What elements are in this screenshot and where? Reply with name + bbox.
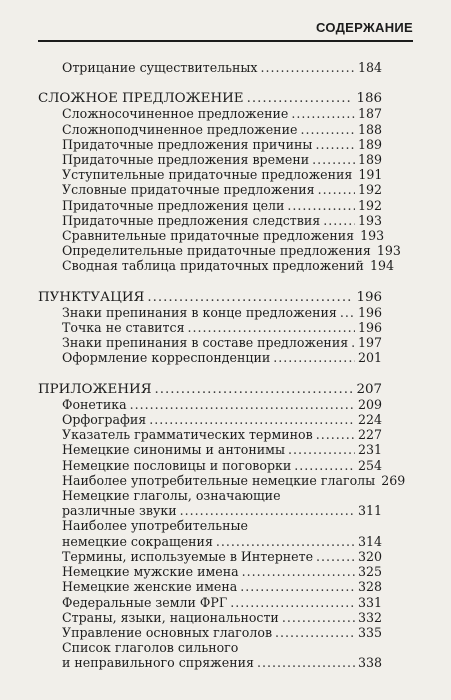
toc-entry-title: Определительные придаточные предложения bbox=[62, 243, 371, 259]
toc-entry bbox=[38, 595, 382, 610]
toc-entry-title: Оформление корреспонденции bbox=[62, 350, 271, 366]
toc-page-number: 209 bbox=[357, 396, 382, 412]
toc-page-number: 188 bbox=[357, 121, 382, 137]
toc-entry-title: Знаки препинания в конце предложения bbox=[62, 304, 337, 320]
toc-page-number: 227 bbox=[357, 427, 382, 443]
dot-leader bbox=[300, 122, 355, 137]
toc-entry bbox=[38, 60, 382, 75]
toc-entry-title: Придаточные предложения цели bbox=[62, 197, 285, 213]
toc-entry-title: Точка не ставится bbox=[62, 320, 185, 336]
toc-entry-title: Придаточные предложения следствия bbox=[62, 212, 321, 228]
toc-page-number: 196 bbox=[357, 304, 382, 320]
toc-page-number: 331 bbox=[357, 594, 382, 610]
toc-page-number: 314 bbox=[357, 533, 382, 549]
toc-page-number: 320 bbox=[357, 548, 382, 564]
dot-leader bbox=[294, 458, 355, 473]
table-of-contents bbox=[38, 60, 406, 687]
toc-entry-title: Немецкие пословицы и поговорки bbox=[62, 457, 292, 473]
toc-entry-title: Наиболее употребительные bbox=[62, 518, 248, 534]
toc-entry-title: Термины, используемые в Интернете bbox=[62, 548, 314, 564]
toc-entry-title: Сравнительные придаточные предложения bbox=[62, 228, 355, 244]
toc-entry-title: Придаточные предложения причины bbox=[62, 136, 313, 152]
toc-page-number: 191 bbox=[358, 167, 383, 183]
toc-page-number: 193 bbox=[376, 243, 401, 259]
toc-entry bbox=[38, 350, 382, 365]
toc-page-number: 186 bbox=[356, 91, 382, 107]
toc-entry-title: Отрицание существительных bbox=[62, 60, 258, 75]
toc-page-number: 184 bbox=[357, 60, 382, 75]
toc-entry-title: Список глаголов сильного bbox=[62, 640, 239, 656]
toc-entry bbox=[38, 213, 382, 228]
toc-section bbox=[38, 60, 382, 75]
toc-page-number: 193 bbox=[357, 212, 382, 228]
dot-leader bbox=[240, 579, 355, 594]
toc-entry bbox=[38, 488, 382, 518]
toc-entry bbox=[38, 549, 382, 564]
toc-entry-title: Немецкие глаголы, означающие bbox=[62, 488, 281, 504]
toc-page-number: 187 bbox=[357, 106, 382, 122]
toc-entry bbox=[38, 397, 382, 412]
toc-entry-title: ПУНКТУАЦИЯ bbox=[38, 289, 145, 305]
toc-page-number: 189 bbox=[357, 152, 382, 168]
toc-entry bbox=[38, 305, 382, 320]
toc-entry bbox=[38, 106, 382, 121]
toc-entry-title: немецкие сокращения bbox=[62, 533, 213, 549]
dot-leader bbox=[282, 610, 355, 625]
toc-section bbox=[38, 91, 401, 274]
toc-page-number: 332 bbox=[357, 609, 382, 625]
dot-leader bbox=[315, 137, 354, 152]
toc-entry bbox=[38, 137, 382, 152]
dot-leader bbox=[149, 412, 355, 427]
toc-page-number: 197 bbox=[357, 335, 382, 351]
dot-leader bbox=[147, 290, 353, 305]
dot-leader bbox=[261, 60, 355, 75]
dot-leader bbox=[288, 442, 355, 457]
toc-entry bbox=[38, 518, 382, 548]
toc-page-number: 201 bbox=[357, 350, 382, 366]
toc-page-number: 335 bbox=[357, 624, 382, 640]
toc-entry bbox=[38, 122, 382, 137]
dot-leader bbox=[230, 595, 355, 610]
toc-page-number: 192 bbox=[357, 197, 382, 213]
toc-entry bbox=[38, 579, 382, 594]
toc-entry-title: и неправильного спряжения bbox=[62, 655, 254, 671]
toc-entry bbox=[38, 320, 382, 335]
toc-entry-title: Орфография bbox=[62, 412, 147, 428]
toc-entry-title: Немецкие женские имена bbox=[62, 579, 238, 595]
toc-entry-title: СЛОЖНОЕ ПРЕДЛОЖЕНИЕ bbox=[38, 91, 244, 107]
toc-entry bbox=[38, 442, 382, 457]
toc-page-number: 224 bbox=[357, 412, 382, 428]
toc-entry-title: Федеральные земли ФРГ bbox=[62, 594, 228, 610]
toc-entry-title: Страны, языки, национальности bbox=[62, 609, 279, 625]
toc-entry bbox=[38, 458, 382, 473]
toc-page-number: 325 bbox=[357, 564, 382, 580]
toc-page-number: 338 bbox=[357, 655, 382, 671]
toc-entry bbox=[38, 412, 382, 427]
toc-page-number: 269 bbox=[381, 472, 406, 488]
toc-heading bbox=[38, 91, 382, 106]
dot-leader bbox=[275, 625, 355, 640]
dot-leader bbox=[257, 655, 355, 670]
dot-leader bbox=[340, 305, 355, 320]
toc-page-number: 193 bbox=[360, 228, 385, 244]
toc-entry-title: Условные придаточные предложения bbox=[62, 182, 315, 198]
toc-entry-title: Немецкие мужские имена bbox=[62, 564, 239, 580]
toc-entry-title: Наиболее употребительные немецкие глаголы bbox=[62, 472, 376, 488]
toc-entry-title: Управление основных глаголов bbox=[62, 624, 273, 640]
toc-page-number: 189 bbox=[357, 136, 382, 152]
toc-page-number: 328 bbox=[357, 579, 382, 595]
toc-entry-title: Указатель грамматических терминов bbox=[62, 427, 313, 443]
toc-page-number: 196 bbox=[356, 289, 382, 305]
toc-entry-title: ПРИЛОЖЕНИЯ bbox=[38, 381, 152, 397]
toc-entry-title: Немецкие синонимы и антонимы bbox=[62, 442, 285, 458]
toc-entry bbox=[38, 640, 382, 670]
dot-leader bbox=[312, 152, 355, 167]
dot-leader bbox=[287, 198, 355, 213]
toc-entry bbox=[38, 152, 382, 167]
toc-page-number: 196 bbox=[357, 320, 382, 336]
dot-leader bbox=[216, 534, 355, 549]
running-header bbox=[38, 20, 413, 42]
toc-entry-title: Сложносочиненное предложение bbox=[62, 106, 289, 122]
toc-entry bbox=[38, 335, 382, 350]
toc-entry bbox=[38, 228, 385, 244]
toc-entry bbox=[38, 610, 382, 625]
dot-leader bbox=[351, 335, 355, 350]
toc-entry bbox=[38, 198, 382, 213]
dot-leader bbox=[130, 397, 355, 412]
toc-entry bbox=[38, 427, 382, 442]
dot-leader bbox=[316, 427, 355, 442]
toc-entry bbox=[38, 243, 401, 259]
toc-entry-title: Фонетика bbox=[62, 396, 127, 412]
toc-entry-title: Сводная таблица придаточных предложений bbox=[62, 258, 364, 274]
dot-leader bbox=[273, 350, 355, 365]
toc-entry-title: Уступительные придаточные предложения bbox=[62, 167, 353, 183]
toc-entry bbox=[38, 625, 382, 640]
toc-entry bbox=[38, 472, 406, 488]
toc-entry bbox=[38, 182, 382, 197]
toc-page-number: 194 bbox=[369, 258, 394, 274]
toc-page-number: 192 bbox=[357, 182, 382, 198]
header-title: СОДЕРЖАНИЕ bbox=[316, 20, 413, 35]
toc-page-number: 207 bbox=[356, 381, 382, 397]
toc-entry bbox=[38, 167, 382, 182]
toc-heading bbox=[38, 382, 382, 397]
dot-leader bbox=[291, 106, 355, 121]
toc-entry-title: Придаточные предложения времени bbox=[62, 152, 310, 168]
toc-entry bbox=[38, 258, 394, 274]
dot-leader bbox=[155, 382, 354, 397]
toc-page-number: 231 bbox=[357, 442, 382, 458]
dot-leader bbox=[247, 91, 354, 106]
toc-section bbox=[38, 381, 406, 671]
dot-leader bbox=[316, 549, 355, 564]
dot-leader bbox=[318, 182, 355, 197]
toc-entry-title: Знаки препинания в составе предложения bbox=[62, 335, 349, 351]
toc-page-number: 311 bbox=[357, 503, 382, 519]
dot-leader bbox=[242, 564, 355, 579]
toc-heading bbox=[38, 290, 382, 305]
dot-leader bbox=[323, 213, 355, 228]
toc-section bbox=[38, 290, 382, 366]
toc-page-number: 254 bbox=[357, 457, 382, 473]
toc-entry bbox=[38, 564, 382, 579]
toc-entry-title: различные звуки bbox=[62, 503, 177, 519]
dot-leader bbox=[180, 503, 355, 518]
toc-entry-title: Сложноподчиненное предложение bbox=[62, 121, 298, 137]
dot-leader bbox=[188, 320, 355, 335]
